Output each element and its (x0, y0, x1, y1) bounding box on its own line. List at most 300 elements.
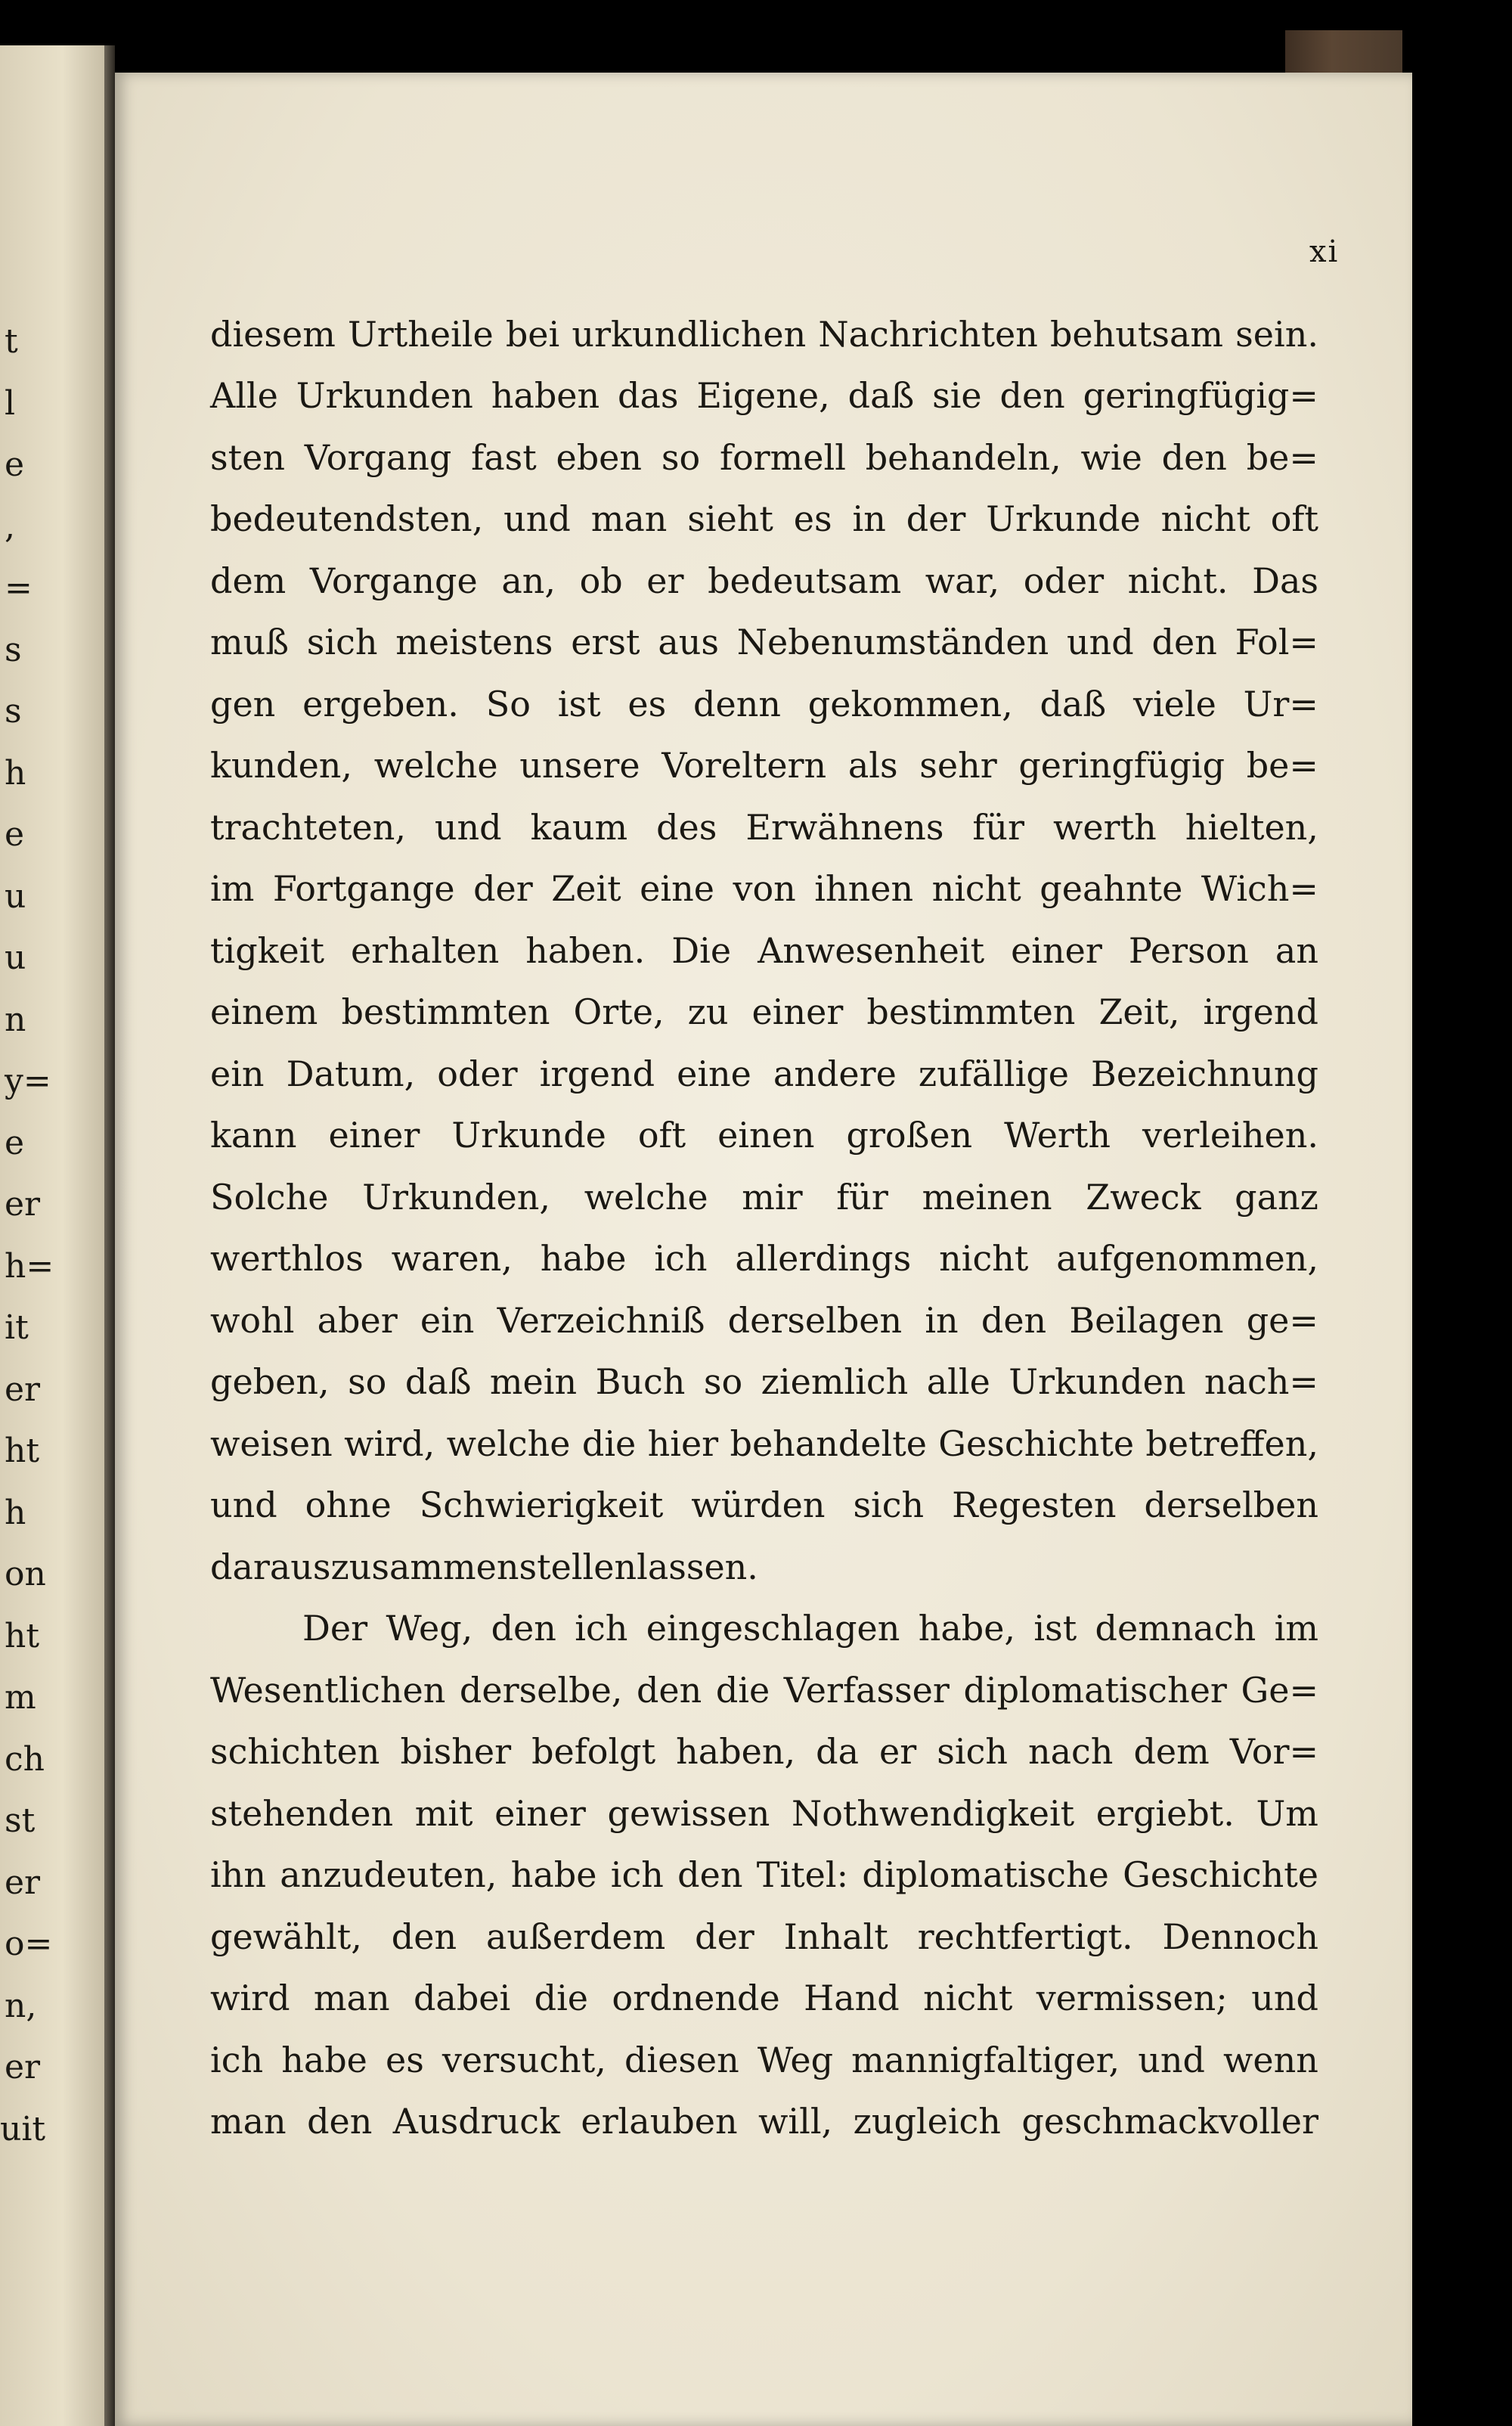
word: haben (491, 375, 600, 417)
word: einer (328, 1115, 420, 1156)
word: ich (654, 1238, 708, 1280)
word: gekommen, (807, 683, 1013, 724)
word: den (307, 2101, 373, 2142)
word: alle (926, 1361, 990, 1403)
text-line (210, 858, 1318, 920)
word: und (1138, 2039, 1205, 2080)
body-text (210, 303, 1318, 2152)
word: Datum, (286, 1053, 416, 1094)
word: Wich= (1201, 868, 1318, 910)
word: würden (691, 1484, 826, 1526)
page-number: xi (1309, 234, 1340, 269)
word: meinen (922, 1176, 1052, 1218)
word: es (793, 498, 832, 540)
word: So (485, 683, 531, 724)
word: Vorgange (309, 560, 478, 601)
word: Regesten (952, 1484, 1117, 1526)
text-line (210, 1844, 1318, 1906)
word: den (1161, 436, 1227, 478)
left-page-fragment: n (5, 1000, 26, 1039)
left-page-fragment: , (5, 507, 15, 546)
word: an (1275, 929, 1318, 971)
word: an, (501, 560, 556, 601)
word: Wesentlichen (210, 1669, 446, 1711)
word: Urkunden (1009, 1361, 1186, 1403)
left-page-fragment: it (5, 1308, 29, 1347)
word: sich (937, 1731, 1008, 1773)
word: und (434, 806, 502, 848)
word: einem (210, 991, 318, 1033)
word: Nothwendigkeit (791, 1792, 1075, 1834)
word: dem (210, 560, 287, 601)
word: gen (210, 683, 276, 724)
word: in (925, 1299, 959, 1341)
left-page-fragment: l (5, 383, 16, 423)
word: wenn (1223, 2039, 1318, 2080)
word: und (1067, 622, 1134, 663)
word: und (503, 498, 571, 540)
word: Fortgange (272, 868, 455, 910)
word: haben. (525, 929, 646, 971)
text-line (210, 1289, 1318, 1351)
text-line (210, 365, 1318, 427)
word: geringfügig (1018, 745, 1225, 786)
book-gutter (104, 45, 115, 2426)
word: mit (414, 1792, 473, 1834)
word: großen (846, 1115, 973, 1156)
word: versucht, (442, 2039, 606, 2080)
word: bei (505, 313, 560, 355)
word: Vor= (1229, 1731, 1318, 1773)
word: sich (306, 622, 378, 663)
word: Buch (595, 1361, 686, 1403)
word: haben, (676, 1731, 796, 1773)
word: eine (640, 868, 714, 910)
word: diplomatischer (963, 1669, 1227, 1711)
word: daraus (210, 1546, 331, 1587)
word: ordnende (612, 1978, 780, 2019)
word: eben (556, 436, 643, 478)
word: welche (584, 1176, 708, 1218)
text-line (210, 1413, 1318, 1475)
word: Die (671, 929, 732, 971)
left-page-fragment: er (5, 1185, 41, 1224)
word: der (695, 1916, 754, 1957)
word: Zeit (551, 868, 621, 910)
word: vermissen; (1036, 1978, 1228, 2019)
word: gewählt, (210, 1916, 362, 1957)
word: er (879, 1731, 917, 1773)
word: in (852, 498, 886, 540)
text-line (210, 673, 1318, 735)
word: derselben (727, 1299, 903, 1341)
word: lassen. (637, 1546, 758, 1587)
word: mir (742, 1176, 803, 1218)
word: demnach (1095, 1608, 1256, 1649)
word: es (627, 683, 667, 724)
word: einer (494, 1792, 586, 1834)
word: den (981, 1299, 1047, 1341)
word: irgend (1203, 991, 1318, 1033)
word: Geschichte (938, 1422, 1135, 1464)
word: irgend (539, 1053, 655, 1094)
word: nach= (1204, 1361, 1318, 1403)
left-page-fragment: e (5, 815, 25, 854)
word: Nebenumständen (736, 622, 1049, 663)
text-line (210, 1043, 1318, 1105)
word: Nachrichten (818, 313, 1038, 355)
word: behandelte (730, 1422, 927, 1464)
word: hier (647, 1422, 719, 1464)
word: diesem (210, 313, 336, 355)
left-page-fragment: st (5, 1801, 36, 1840)
word: ich (210, 2039, 264, 2080)
word: geahnte (1040, 868, 1183, 910)
word: geschmackvoller (1021, 2101, 1318, 2142)
word: Eigene, (696, 375, 830, 417)
word: viele (1132, 683, 1216, 724)
word: sich (853, 1484, 925, 1526)
word: nicht (939, 1238, 1029, 1280)
word: ergiebt. (1095, 1792, 1235, 1834)
word: wird, (344, 1422, 435, 1464)
word: er (646, 560, 684, 601)
word: diplomatische (862, 1854, 1109, 1896)
text-line (210, 1968, 1318, 2030)
word: Urkunden (296, 375, 473, 417)
word: nach (1027, 1731, 1114, 1773)
word: Zeit, (1098, 991, 1180, 1033)
word: den (491, 1608, 556, 1649)
word: Ur= (1243, 683, 1318, 724)
left-page-fragment: h (5, 1493, 26, 1532)
left-page-fragment: ht (5, 1616, 40, 1655)
word: werth (1053, 806, 1157, 848)
word: im (1274, 1608, 1318, 1649)
word: Der (302, 1608, 368, 1649)
word: dabei (413, 1978, 511, 2019)
word: war, (925, 560, 1000, 601)
word: erst (571, 622, 640, 663)
word: formell (719, 436, 846, 478)
word: Anwesenheit (758, 929, 985, 971)
word: wird (210, 1978, 290, 2019)
word: des (656, 806, 717, 848)
text-line (210, 920, 1318, 982)
word: einer (751, 991, 844, 1033)
word: geringfügig= (1083, 375, 1318, 417)
left-page-fragment: h (5, 753, 26, 793)
word: ihn (210, 1854, 266, 1896)
word: kann (210, 1115, 297, 1156)
word: Person (1128, 929, 1249, 971)
text-line (210, 2029, 1318, 2091)
left-page-fragment: er (5, 2048, 41, 2086)
word: ob (579, 560, 623, 601)
word: trachteten, (210, 806, 406, 848)
right-page (115, 73, 1412, 2426)
text-line (210, 2091, 1318, 2153)
text-line (210, 550, 1318, 612)
left-page-fragment: on (5, 1555, 46, 1593)
word: sieht (687, 498, 773, 540)
word: Orte, (573, 991, 665, 1033)
word: Um (1256, 1792, 1318, 1834)
text-line (210, 1166, 1318, 1228)
word: tigkeit (210, 929, 324, 971)
word: verleihen. (1142, 1115, 1318, 1156)
word: so (348, 1361, 387, 1403)
word: Urkunden, (362, 1176, 551, 1218)
word: von (733, 868, 796, 910)
word: derselbe, (459, 1669, 623, 1711)
word: Solche (210, 1176, 329, 1218)
word: Urkunde (986, 498, 1141, 540)
word: Verfasser (783, 1669, 950, 1711)
word: meistens (395, 622, 553, 663)
word: fast (471, 436, 537, 478)
word: behandeln, (865, 436, 1061, 478)
text-line (210, 796, 1318, 858)
word: Weg (757, 2039, 834, 2080)
word: geben, (210, 1361, 330, 1403)
left-page-fragment: o= (5, 1925, 53, 1963)
word: andere (773, 1053, 897, 1094)
word: Hand (804, 1978, 900, 2019)
word: Fol= (1235, 622, 1318, 663)
word: befolgt (531, 1731, 656, 1773)
word: ge= (1246, 1299, 1318, 1341)
word: erhalten (350, 929, 500, 971)
word: be= (1246, 745, 1318, 786)
word: stehenden (210, 1792, 394, 1834)
word: Bezeichnung (1091, 1053, 1318, 1094)
text-line (210, 1105, 1318, 1167)
word: bedeutendsten, (210, 498, 484, 540)
word: Geschichte (1123, 1854, 1318, 1896)
word: ganz (1235, 1176, 1318, 1218)
left-page-fragment: s (5, 630, 22, 669)
word: Weg, (386, 1608, 473, 1649)
word: mannigfaltiger, (851, 2039, 1120, 2080)
word: ergeben. (302, 683, 459, 724)
word: be= (1246, 436, 1318, 478)
word: sten (210, 436, 285, 478)
word: Zweck (1086, 1176, 1201, 1218)
word: mein (489, 1361, 578, 1403)
word: so (661, 436, 701, 478)
left-page-fragment: u (5, 876, 26, 916)
word: sie (932, 375, 982, 417)
word: so (703, 1361, 743, 1403)
word: nicht (923, 1978, 1013, 2019)
word: die (581, 1422, 637, 1464)
word: außerdem (485, 1916, 666, 1957)
word: den (1151, 622, 1217, 663)
left-page-fragment: ch (5, 1739, 45, 1779)
word: den (677, 1854, 743, 1896)
word: Inhalt (783, 1916, 888, 1957)
word: welche (446, 1422, 571, 1464)
word: daß (847, 375, 915, 417)
left-page-fragment: ht (5, 1432, 40, 1470)
word: den (391, 1916, 457, 1957)
word: bestimmten (341, 991, 550, 1033)
word: will, (758, 2101, 833, 2142)
word: und (210, 1484, 277, 1526)
word: habe (540, 1238, 627, 1280)
text-line (210, 1782, 1318, 1844)
word: einer (1011, 929, 1102, 971)
word: als (847, 745, 898, 786)
word: zu (687, 991, 729, 1033)
word: derselben (1144, 1484, 1318, 1526)
word: ein (210, 1053, 265, 1094)
word: eingeschlagen (646, 1608, 900, 1649)
left-page-fragment: h= (5, 1246, 54, 1286)
word: man (590, 498, 668, 540)
text-line (210, 1475, 1318, 1537)
word: Vorgang (304, 436, 452, 478)
left-page-fragment: s (5, 692, 22, 731)
word: man (210, 2101, 287, 2142)
word: oft (637, 1115, 686, 1156)
word: ihnen (814, 868, 914, 910)
word: daß (1040, 683, 1107, 724)
word: die (715, 1669, 770, 1711)
word: für (836, 1176, 888, 1218)
word: und (1251, 1978, 1318, 2019)
word: habe (510, 1854, 597, 1896)
text-line (210, 489, 1318, 551)
word: waren, (391, 1238, 513, 1280)
word: rechtfertigt. (917, 1916, 1133, 1957)
word: da (816, 1731, 859, 1773)
word: Schwierigkeit (419, 1484, 664, 1526)
word: nicht. (1127, 560, 1228, 601)
word: eine (677, 1053, 751, 1094)
word: der (473, 868, 533, 910)
text-line (210, 1906, 1318, 1968)
text-line (210, 1228, 1318, 1290)
text-line (210, 427, 1318, 489)
text-line (210, 1659, 1318, 1721)
word: ich (575, 1608, 628, 1649)
word: Alle (210, 375, 278, 417)
word: Urtheile (347, 313, 494, 355)
word: man (313, 1978, 390, 2019)
word: Urkunde (451, 1115, 606, 1156)
word: im (210, 868, 255, 910)
word: es (386, 2039, 424, 2080)
word: ohne (305, 1484, 392, 1526)
word: Das (1252, 560, 1318, 601)
word: urkundlichen (572, 313, 807, 355)
word: anzudeuten, (280, 1854, 497, 1896)
word: bestimmten (866, 991, 1076, 1033)
word: allerdings (735, 1238, 912, 1280)
word: betreffen, (1145, 1422, 1318, 1464)
word: für (972, 806, 1025, 848)
word: zufällige (918, 1053, 1069, 1094)
word: bedeutsam (708, 560, 902, 601)
word: gewissen (607, 1792, 770, 1834)
text-line (210, 303, 1318, 365)
text-line (210, 1536, 1318, 1598)
left-page-fragment: y= (5, 1062, 51, 1100)
word: Erwähnens (745, 806, 944, 848)
word: Ge= (1241, 1669, 1318, 1711)
word: sein. (1235, 313, 1318, 355)
left-page-fragment: n, (5, 1986, 37, 2025)
left-page-fragment: e (5, 1123, 25, 1162)
word: der (906, 498, 966, 540)
word: nicht (1160, 498, 1250, 540)
text-line (210, 612, 1318, 674)
word: Dennoch (1162, 1916, 1318, 1957)
word: daß (404, 1361, 472, 1403)
word: wohl (210, 1299, 295, 1341)
word: die (534, 1978, 589, 2019)
text-line (210, 982, 1318, 1044)
left-page-fragment: m (5, 1678, 36, 1717)
word: aber (317, 1299, 398, 1341)
word: erlauben (581, 2101, 738, 2142)
word: den (636, 1669, 702, 1711)
word: den (999, 375, 1065, 417)
word: oft (1270, 498, 1318, 540)
word: stellen (519, 1546, 637, 1587)
word: zugleich (853, 2101, 1001, 2142)
word: unsere (519, 745, 640, 786)
word: behutsam (1049, 313, 1224, 355)
word: denn (693, 683, 781, 724)
word: Werth (1004, 1115, 1111, 1156)
word: Titel: (756, 1854, 849, 1896)
word: bisher (400, 1731, 512, 1773)
word: ist (557, 683, 601, 724)
left-page-fragment: = (5, 569, 33, 607)
word: aus (658, 622, 719, 663)
word: welche (373, 745, 498, 786)
word: muß (210, 622, 289, 663)
word: Verzeichniß (497, 1299, 705, 1341)
word: habe (281, 2039, 367, 2080)
text-line (210, 1598, 1318, 1660)
word: dem (1133, 1731, 1210, 1773)
word: ziemlich (761, 1361, 909, 1403)
word: wie (1080, 436, 1142, 478)
word: werthlos (210, 1238, 364, 1280)
word: schichten (210, 1731, 380, 1773)
left-page-fragment: er (5, 1863, 41, 1902)
text-line (210, 1351, 1318, 1413)
word: kunden, (210, 745, 353, 786)
word: einen (717, 1115, 815, 1156)
word: sehr (919, 745, 997, 786)
word: Voreltern (662, 745, 827, 786)
word: Ausdruck (392, 2101, 560, 2142)
left-page-fragment: e (5, 445, 25, 484)
text-line (210, 735, 1318, 797)
word: ist (1033, 1608, 1077, 1649)
word: diesen (624, 2039, 739, 2080)
word: kaum (530, 806, 628, 848)
left-page-fragment: er (5, 1370, 41, 1409)
word: nicht (931, 868, 1021, 910)
word: aufgenommen, (1056, 1238, 1318, 1280)
word: habe, (918, 1608, 1016, 1649)
